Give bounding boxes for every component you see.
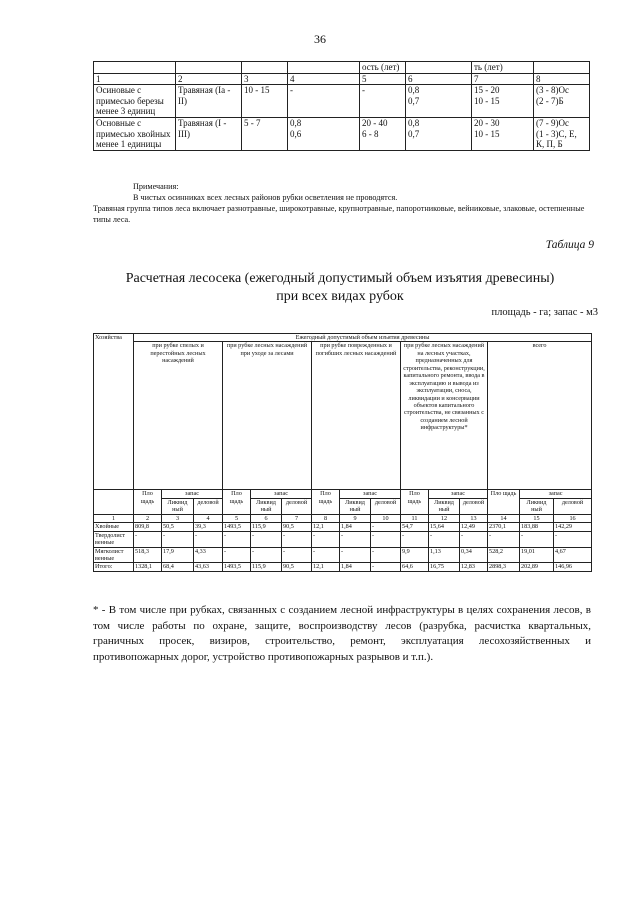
column-number: 9 xyxy=(340,514,371,522)
column-number: 12 xyxy=(429,514,460,522)
table8-cell: 4 xyxy=(288,73,360,85)
table8-cell xyxy=(288,62,360,74)
table-cell: 43,63 xyxy=(194,563,223,571)
table-cell: - xyxy=(371,547,401,563)
group-header-4: при рубке лесных насаждений на лесных участках, предназначенных для строительства, реконструкции, капитального ремонта, ввода в эксплуатацию и вывода из эксплуатации, сноса, ликвидации и консервации объектов капитального строительства, не связанных с созданием лесной инфраструктуры* xyxy=(401,342,488,490)
table-cell: - xyxy=(162,531,194,547)
table-cell: 12,1 xyxy=(312,523,340,531)
group-header-1: при рубке спелых и перестойных лесных насаждений xyxy=(134,342,223,490)
column-number: 10 xyxy=(371,514,401,522)
stock-header: запас xyxy=(520,490,592,498)
table8-cell: Осиновые с примесью березы менее 3 единиц xyxy=(94,85,176,118)
column-number: 2 xyxy=(134,514,162,522)
table-cell: 90,5 xyxy=(282,563,312,571)
table8-cell: 6 xyxy=(406,73,472,85)
table8-cell xyxy=(176,62,242,74)
notes-heading: Примечания: xyxy=(133,182,179,191)
table-cell: - xyxy=(340,547,371,563)
table-8-continuation xyxy=(93,61,590,151)
group-header-5: всего xyxy=(488,342,592,490)
table-cell: - xyxy=(371,523,401,531)
table8-cell xyxy=(406,62,472,74)
liquid-header: Ликвид ный xyxy=(340,498,371,514)
table8-cell: 5 xyxy=(360,73,406,85)
table-title: Расчетная лесосека (ежегодный допустимый объем изъятия древесины) при всех видах рубок xyxy=(125,271,555,305)
table8-cell xyxy=(94,62,176,74)
table8-cell: - xyxy=(288,85,360,118)
business-header: деловой xyxy=(460,498,488,514)
table-cell: - xyxy=(371,563,401,571)
table-cell: 142,29 xyxy=(554,523,592,531)
notes xyxy=(93,181,593,225)
table-cell: 2370,1 xyxy=(488,523,520,531)
table-9 xyxy=(93,333,592,572)
business-header: деловой xyxy=(194,498,223,514)
table8-cell: 0,8 0,7 xyxy=(406,85,472,118)
table8-cell xyxy=(534,62,590,74)
table-cell: 12,83 xyxy=(460,563,488,571)
table8-cell: 1 xyxy=(94,73,176,85)
table8-cell: ость (лет) xyxy=(360,62,406,74)
table8-cell: (7 - 9)Ос (1 - 3)С, Е, К, П, Б xyxy=(534,118,590,151)
table-cell: - xyxy=(401,531,429,547)
subheader-spacer xyxy=(94,490,134,514)
table8-cell: 20 - 40 6 - 8 xyxy=(360,118,406,151)
column-number: 13 xyxy=(460,514,488,522)
table8-cell: Основные с примесью хвойных менее 1 единицы xyxy=(94,118,176,151)
table-cell: 64,6 xyxy=(401,563,429,571)
table8-cell: 7 xyxy=(472,73,534,85)
row-label: Хвойные xyxy=(94,523,134,531)
subheader-row xyxy=(94,490,592,498)
column-number: 7 xyxy=(282,514,312,522)
group-header-2: при рубке лесных насаждений при уходе за лесами xyxy=(223,342,312,490)
table-cell: - xyxy=(312,547,340,563)
row-label: Мягколист венные xyxy=(94,547,134,563)
table-cell: 19,01 xyxy=(520,547,554,563)
column-number: 6 xyxy=(251,514,282,522)
table-cell: 0,34 xyxy=(460,547,488,563)
col-main-header: Ежегодный допустимый объем изъятия древесины xyxy=(134,334,592,342)
table-cell: 4,33 xyxy=(194,547,223,563)
table-row xyxy=(94,118,590,151)
group-header-3: при рубке поврежденных и погибших лесных насаждений xyxy=(312,342,401,490)
stock-header: запас xyxy=(340,490,401,498)
stock-header: запас xyxy=(162,490,223,498)
area-header: Пло щадь xyxy=(312,490,340,514)
table-cell: - xyxy=(312,531,340,547)
table-cell: - xyxy=(282,531,312,547)
table-cell: 1,84 xyxy=(340,563,371,571)
table8-cell: 5 - 7 xyxy=(242,118,288,151)
column-number: 5 xyxy=(223,514,251,522)
units-note: площадь - га; запас - м3 xyxy=(491,307,598,318)
table-cell: - xyxy=(251,547,282,563)
liquid-header: Ликвид ный xyxy=(251,498,282,514)
table-cell: - xyxy=(488,531,520,547)
table-label: Таблица 9 xyxy=(545,239,594,251)
table8-cell: 20 - 30 10 - 15 xyxy=(472,118,534,151)
table-cell: - xyxy=(194,531,223,547)
table-cell: 146,96 xyxy=(554,563,592,571)
table8-cell: 2 xyxy=(176,73,242,85)
area-header: Пло щадь xyxy=(134,490,162,514)
table-cell: 1493,5 xyxy=(223,523,251,531)
area-header: Пло щадь xyxy=(223,490,251,514)
column-number: 4 xyxy=(194,514,223,522)
table-cell: 1,84 xyxy=(340,523,371,531)
table-cell: 809,8 xyxy=(134,523,162,531)
table8-cell: 0,8 0,6 xyxy=(288,118,360,151)
column-number: 15 xyxy=(520,514,554,522)
table-row xyxy=(94,85,590,118)
table-cell: 2898,3 xyxy=(488,563,520,571)
table-cell: 518,3 xyxy=(134,547,162,563)
notes-line-2: Травяная группа типов леса включает разнотравные, широкотравные, крупнотравные, папоротниковые, вейниковые, злаковые, остепненные типы леса. xyxy=(93,204,585,225)
business-header: деловой xyxy=(554,498,592,514)
table-cell: - xyxy=(554,531,592,547)
table-row xyxy=(94,547,592,563)
area-header: Пло щадь xyxy=(401,490,429,514)
row-label: Итого: xyxy=(94,563,134,571)
table8-cell: - xyxy=(360,85,406,118)
table-cell: 1328,1 xyxy=(134,563,162,571)
business-header: деловой xyxy=(282,498,312,514)
table-cell: - xyxy=(460,531,488,547)
table-row xyxy=(94,523,592,531)
column-number: 16 xyxy=(554,514,592,522)
table8-cell: 10 - 15 xyxy=(242,85,288,118)
table8-number-row xyxy=(94,73,590,85)
table-cell: - xyxy=(520,531,554,547)
table-cell: 12,1 xyxy=(312,563,340,571)
table-cell: 4,67 xyxy=(554,547,592,563)
row-label: Твердолист венные xyxy=(94,531,134,547)
table-cell: 115,9 xyxy=(251,563,282,571)
table8-header-row xyxy=(94,62,590,74)
table8-cell: 3 xyxy=(242,73,288,85)
table-cell: 528,2 xyxy=(488,547,520,563)
table8-cell: Травяная (Iа - II) xyxy=(176,85,242,118)
table-cell: - xyxy=(340,531,371,547)
table-cell: 68,4 xyxy=(162,563,194,571)
liquid-header: Ликвид ный xyxy=(429,498,460,514)
column-number: 11 xyxy=(401,514,429,522)
table-cell: 115,9 xyxy=(251,523,282,531)
table8-cell: 0,8 0,7 xyxy=(406,118,472,151)
column-number: 14 xyxy=(488,514,520,522)
col-farm-header: Хозяйства xyxy=(94,334,134,490)
table-cell: 16,75 xyxy=(429,563,460,571)
table-cell: 9,9 xyxy=(401,547,429,563)
table8-cell: (3 - 8)Ос (2 - 7)Б xyxy=(534,85,590,118)
footnote: * - В том числе при рубках, связанных с созданием лесной инфраструктуры в целях сохранения лесов, в том числе работы по охране, защите, воспроизводству лесов (разрубка, расчистка квартальных, граничных просек, визиров, строительство, ремонт, эксплуатация лесохозяйственных и противопожарных дорог, устройство противопожарных разрывов и т.п.). xyxy=(93,604,591,663)
area-header: Пло щадь xyxy=(488,490,520,514)
table-cell: 50,5 xyxy=(162,523,194,531)
table-cell: 17,9 xyxy=(162,547,194,563)
table-cell: - xyxy=(282,547,312,563)
table-cell: 15,64 xyxy=(429,523,460,531)
table-cell: 183,88 xyxy=(520,523,554,531)
table-cell: - xyxy=(223,547,251,563)
table-row xyxy=(94,563,592,571)
table-cell: - xyxy=(134,531,162,547)
table-cell: 54,7 xyxy=(401,523,429,531)
business-header: деловой xyxy=(371,498,401,514)
column-number: 3 xyxy=(162,514,194,522)
table8-cell: 8 xyxy=(534,73,590,85)
column-number: 1 xyxy=(94,514,134,522)
stock-header: запас xyxy=(429,490,488,498)
table-cell: - xyxy=(429,531,460,547)
liquid-header: Ликвид ный xyxy=(520,498,554,514)
table-cell: 12,49 xyxy=(460,523,488,531)
table-row xyxy=(94,531,592,547)
table-cell: - xyxy=(251,531,282,547)
table-cell: 90,5 xyxy=(282,523,312,531)
table-cell: 1,13 xyxy=(429,547,460,563)
table8-cell: Травяная (I - III) xyxy=(176,118,242,151)
table8-cell: ть (лет) xyxy=(472,62,534,74)
stock-header: запас xyxy=(251,490,312,498)
table-cell: 1493,5 xyxy=(223,563,251,571)
column-number-row xyxy=(94,514,592,522)
table8-cell xyxy=(242,62,288,74)
liquid-header: Ликвид ный xyxy=(162,498,194,514)
table-cell: - xyxy=(371,531,401,547)
table-cell: 202,89 xyxy=(520,563,554,571)
notes-line-1: В чистых осинниках всех лесных районов рубки осветления не проводятся. xyxy=(133,193,398,203)
column-number: 8 xyxy=(312,514,340,522)
page-number: 36 xyxy=(314,32,326,46)
table-cell: 39,3 xyxy=(194,523,223,531)
table-cell: - xyxy=(223,531,251,547)
table8-cell: 15 - 20 10 - 15 xyxy=(472,85,534,118)
